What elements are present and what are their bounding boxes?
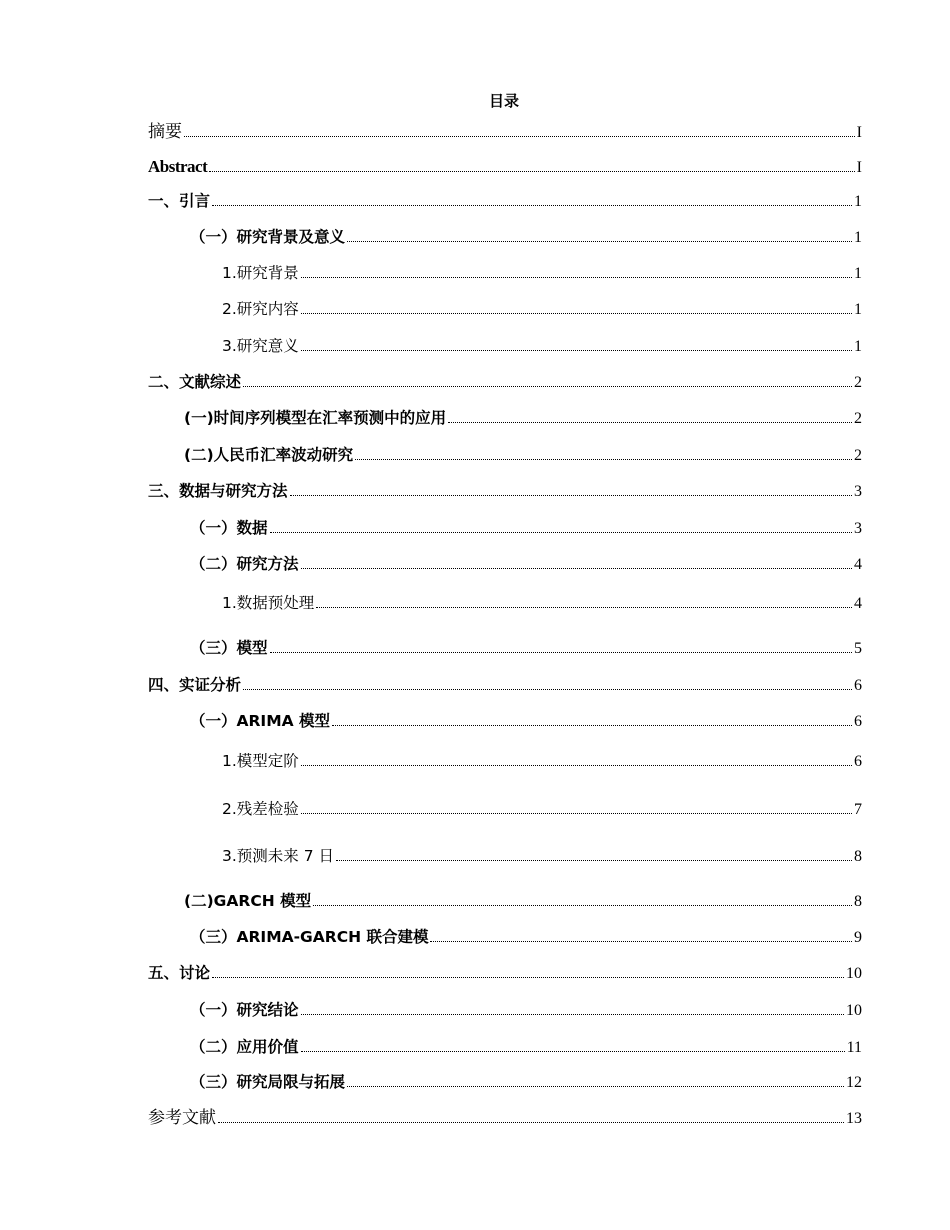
toc-entry-title: （二）研究方法 [190,555,299,573]
toc-entry-title: 1.数据预处理 [222,594,315,612]
toc-entry-page: 6 [854,753,862,770]
toc-entry-page: 1 [854,301,862,318]
toc-entry-chapter-2[interactable] [148,371,862,393]
toc-leader-dots [270,532,852,533]
toc-entry-title: （二）应用价值 [190,1038,299,1056]
toc-entry-section-1-1[interactable] [190,226,862,248]
toc-entry-page: 2 [854,447,862,464]
toc-leader-dots [301,1014,844,1015]
toc-entry-subsection-1-1-2[interactable] [222,298,862,320]
toc-entry-section-3-1[interactable] [190,517,862,539]
toc-entry-page: 10 [846,965,862,982]
toc-entry-title: （三）研究局限与拓展 [190,1073,346,1091]
toc-entry-page: 7 [854,801,862,818]
toc-leader-dots [332,725,852,726]
toc-entry-page: 8 [854,893,862,910]
toc-leader-dots [184,136,855,137]
toc-leader-dots [301,1051,845,1052]
toc-entry-title: 2.残差检验 [222,800,299,818]
toc-entry-title: （一）研究结论 [190,1001,299,1019]
toc-entry-page: 1 [854,193,862,210]
toc-entry-title: 摘要 [148,122,182,141]
toc-leader-dots [243,386,852,387]
toc-entry-title: 五、讨论 [148,964,211,982]
toc-entry-page: I [856,159,862,176]
toc-entry-page: 11 [846,1039,862,1056]
toc-entry-page: 2 [854,410,862,427]
toc-entry-section-4-2[interactable] [184,890,862,912]
toc-entry-chapter-3[interactable] [148,480,862,502]
toc-entry-subsection-1-1-3[interactable] [222,335,862,357]
toc-leader-dots [301,350,852,351]
toc-leader-dots [209,171,854,172]
toc-entry-page: 4 [854,556,862,573]
toc-entry-title: Abstract [148,157,208,176]
toc-entry-title: 2.研究内容 [222,300,299,318]
toc-leader-dots [301,813,852,814]
toc-entry-chapter-5[interactable] [148,962,862,984]
toc-entry-section-5-1[interactable] [190,999,862,1021]
toc-entry-page: 6 [854,677,862,694]
toc-entry-page: 12 [846,1074,862,1091]
toc-entry-section-3-3[interactable] [190,637,862,659]
toc-entry-subsection-3-2-1[interactable] [222,592,862,614]
toc-entry-title: 1.模型定阶 [222,752,299,770]
toc-leader-dots [218,1122,844,1123]
toc-leader-dots [301,277,852,278]
toc-leader-dots [290,495,852,496]
toc-entry-page: 1 [854,265,862,282]
toc-leader-dots [212,205,852,206]
toc-leader-dots [355,459,852,460]
toc-entry-page: 6 [854,713,862,730]
toc-entry-title: 四、实证分析 [148,676,242,694]
toc-leader-dots [347,241,852,242]
toc-entry-chapter-1[interactable] [148,190,862,212]
toc-leader-dots [336,860,852,861]
toc-leader-dots [316,607,852,608]
toc-entry-section-3-2[interactable] [190,553,862,575]
toc-leader-dots [243,689,852,690]
toc-entry-title: 三、数据与研究方法 [148,482,288,500]
toc-entry-section-5-3[interactable] [190,1071,862,1093]
toc-entry-section-4-1[interactable] [190,710,862,732]
toc-leader-dots [301,568,852,569]
toc-entry-page: 4 [854,595,862,612]
page-title: 目录 [488,92,519,110]
toc-leader-dots [313,905,852,906]
toc-entry-page: I [856,124,862,141]
toc-entry-section-5-2[interactable] [190,1036,862,1058]
toc-entry-subsection-1-1-1[interactable] [222,262,862,284]
toc-entry-page: 1 [854,338,862,355]
toc-entry-abstract-cn[interactable] [148,121,862,143]
toc-leader-dots [448,422,852,423]
toc-entry-page: 10 [846,1002,862,1019]
toc-entry-page: 1 [854,229,862,246]
toc-entry-section-2-1[interactable] [184,407,862,429]
toc-entry-title: （三）模型 [190,639,268,657]
toc-entry-page: 5 [854,640,862,657]
toc-entry-title: 二、文献综述 [148,373,242,391]
toc-entry-page: 13 [846,1110,862,1127]
toc-entry-references[interactable] [148,1107,862,1129]
toc-entry-page: 3 [854,483,862,500]
toc-entry-section-4-3[interactable] [190,926,862,948]
toc-entry-subsection-4-1-3[interactable] [222,845,862,867]
toc-entry-title: （一）研究背景及意义 [190,228,346,246]
toc-entry-title: (一)时间序列模型在汇率预测中的应用 [184,409,447,427]
toc-entry-title: (二)GARCH 模型 [184,892,312,910]
toc-entry-title: （一）ARIMA 模型 [190,712,331,730]
toc-entry-title: 参考文献 [148,1108,216,1127]
toc-entry-page: 8 [854,848,862,865]
toc-leader-dots [347,1086,844,1087]
toc-entry-title: (二)人民币汇率波动研究 [184,446,354,464]
toc-entry-subsection-4-1-2[interactable] [222,798,862,820]
toc-entry-subsection-4-1-1[interactable] [222,750,862,772]
toc-leader-dots [301,765,852,766]
toc-entry-page: 3 [854,520,862,537]
toc-entry-chapter-4[interactable] [148,674,862,696]
toc-entry-title: （一）数据 [190,519,268,537]
toc-entry-title: 1.研究背景 [222,264,299,282]
toc-leader-dots [301,313,852,314]
toc-entry-title: 一、引言 [148,192,211,210]
toc-leader-dots [212,977,844,978]
toc-entry-title: （三）ARIMA-GARCH 联合建模 [190,928,429,946]
toc-entry-abstract-en[interactable] [148,156,862,178]
toc-leader-dots [270,652,852,653]
toc-entry-page: 2 [854,374,862,391]
toc-entry-section-2-2[interactable] [184,444,862,466]
toc-entry-page: 9 [854,929,862,946]
toc-entry-title: 3.研究意义 [222,337,299,355]
toc-leader-dots [430,941,852,942]
toc-entry-title: 3.预测未来 7 日 [222,847,335,865]
